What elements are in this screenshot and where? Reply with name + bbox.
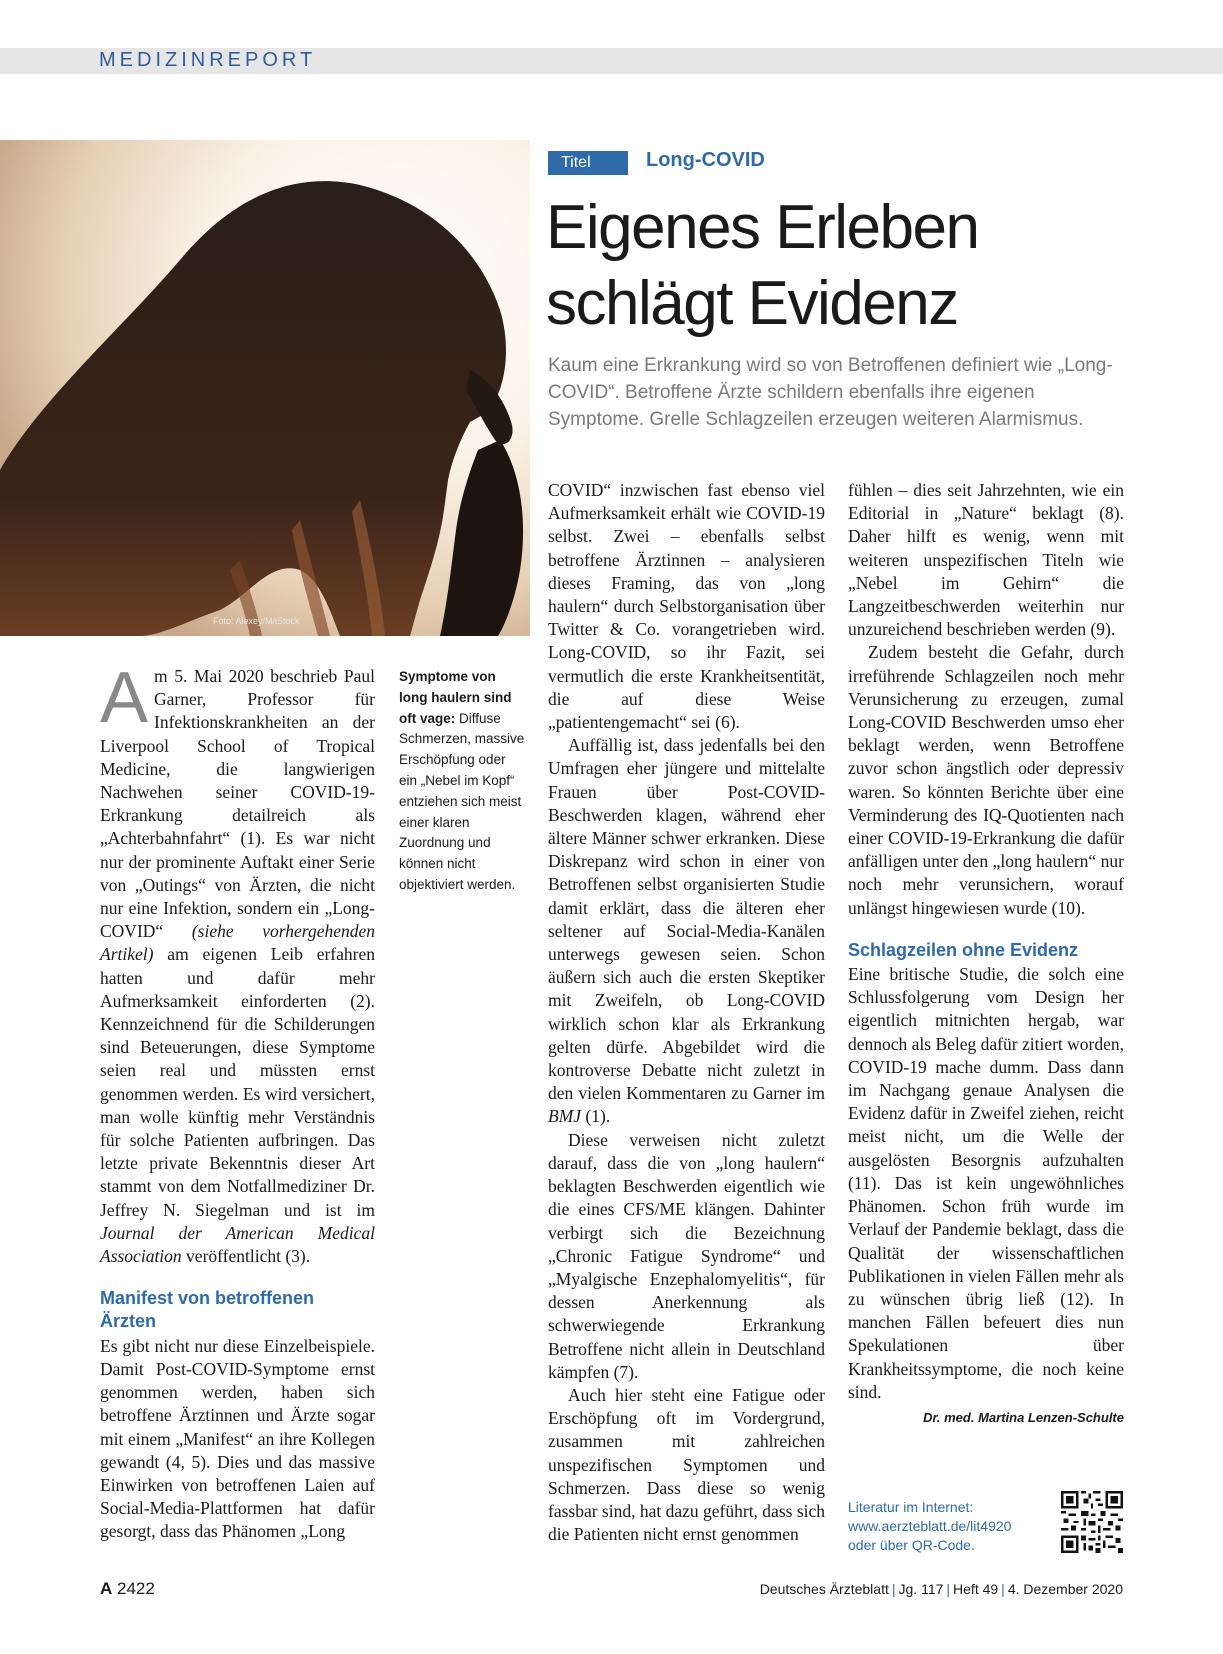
article-photo: [0, 140, 530, 636]
drop-cap: A: [100, 658, 149, 738]
headline-line-1: Eigenes Erleben: [546, 193, 979, 262]
photo-credit: Foto: Alexey/M/iStock: [213, 616, 300, 626]
literature-link[interactable]: www.aerzteblatt.de/lit4920: [848, 1518, 1012, 1534]
literature-note: Literatur im Internet: www.aerzteblatt.de/lit4920 oder über QR-Code.: [848, 1499, 1012, 1553]
footer-separator: |: [946, 1581, 951, 1597]
author-byline: Dr. med. Martina Lenzen-Schulte: [923, 1409, 1124, 1425]
body-paragraph: COVID“ inzwischen fast ebenso viel Aufmerksamkeit erhält wie COVID-19 selbst. Zwei – ebenfalls selbst betroffene Ärztinnen – analysieren dieses Framing, das von „long haulern“ durch Selbstorganisation über Twitter & Co. vorangetrieben wird. Long-COVID, so ihr Fazit, sei vermutlich die erste Krankheitsentität, die auf diese Weise „patientengemacht“ sei (6).: [548, 480, 825, 733]
body-paragraph: Auffällig ist, dass jedenfalls bei den Umfragen eher jüngere und mittelalte Frauen über Post-COVID-Beschwerden klagen, während eher ältere Männer schwer erkranken. Diese Diskrepanz wird schon in einer von Betroffenen selbst organisierten Studie damit erklärt, dass die älteren eher seltener auf Social-Media-Kanälen unterwegs gewesen seien. Schon äußern sich auch die ersten Skeptiker mit Zweifeln, ob Long-COVID wirklich schon klar als Erkrankung gelten dürfe. Abgebildet wird die kontroverse Debatte nicht zuletzt in den vielen Kommentaren zu Garner im BMJ (1).: [548, 735, 825, 1127]
headline-line-2: schlägt Evidenz: [546, 269, 958, 338]
subheading-manifest: Manifest von betroffenen Ärzten: [100, 1288, 315, 1332]
journal-footer: Deutsches Ärzteblatt | Jg. 117 | Heft 49 | 4. Dezember 2020: [759, 1581, 1123, 1597]
body-paragraph: fühlen – dies seit Jahrzehnten, wie ein Editorial in „Nature“ beklagt (8). Daher hilft es wenig, wenn mit weiteren unspezifischen Titeln wie „Nebel im Gehirn“ die Langzeitbeschwerden weiterhin nur unzureichend beschrieben werden (9).: [848, 480, 1124, 640]
body-paragraph: Eine britische Studie, die solch eine Schlussfolgerung vom Design her eigentlich mitnichten hergab, war dennoch als Beleg dafür zitiert worden, COVID-19 mache dumm. Dass dann im Nachgang genaue Analysen die Evidenz dafür in Zweifel ziehen, reicht meist nicht, um die Welle der ausgelösten Besorgnis aufzuhalten (11). Das ist kein ungewöhnliches Phänomen. Schon früh wurde im Verlauf der Pandemie beklagt, dass die Qualität der wissenschaftlichen Publikationen in vielen Fällen mehr als zu wünschen übrig ließ (12). In manchen Fällen befeuert dies nun Spekulationen über Krankheitssymptome, die noch keine sind.: [848, 964, 1125, 1402]
footer-separator: |: [891, 1581, 896, 1597]
body-paragraph: Auch hier steht eine Fatigue oder Erschöpfung oft im Vordergrund, zusammen mit zahlreichen unspezifischen Symptomen und Schmerzen. Dass diese so wenig fassbar sind, hat dazu geführt, dass sich die Patienten nicht ernst genommen: [548, 1384, 826, 1545]
body-paragraph: Es gibt nicht nur diese Einzelbeispiele. Damit Post-COVID-Symptome ernst genommen werden, haben sich betroffene Ärztinnen und Ärzte sogar mit einem „Manifest“ an ihre Kollegen gewandt (4, 5). Dies und das massive Einwirken von betroffenen Laien auf Social-Media-Plattformen hat dafür gesorgt, dass das Phänomen „Long: [100, 1335, 375, 1542]
sidebar-note: Symptome von long haulern sind oft vage: Diffuse Schmerzen, massive Erschöpfung oder ein „Nebel im Kopf“ entziehen sich meist einer klaren Zuordnung und können nicht objektiviert werden.: [399, 669, 525, 892]
section-label: MEDIZINREPORT: [99, 49, 317, 71]
intro-paragraph: Am 5. Mai 2020 beschrieb Paul Garner, Professor für Infektionskrankheiten an der Liverpool School of Tropical Medicine, die langwierigen Nachwehen seiner COVID-19-Erkrankung detailreich als „Achterbahnfahrt“ (1). Es war nicht nur der prominente Auftakt einer Serie von „Outings“ von Ärzten, die nicht nur eine Infektion, sondern ein „Long-COVID“ (siehe vorhergehenden Artikel) am eigenen Leib erfahren hatten und dafür mehr Aufmerksamkeit einforderten (2). Kennzeichnend für die Schilderungen sind Beteuerungen, diese Symptome seien real und müssten ernst genommen werden. Es wird versichert, man wolle künftig mehr Verständnis für solche Patienten aufbringen. Das letzte private Bekenntnis dieser Art stammt von dem Notfallmediziner Dr. Jeffrey N. Siegelman und ist im Journal der American Medical Association veröffentlicht (3).: [100, 658, 375, 1267]
body-paragraph: Diese verweisen nicht zuletzt darauf, dass die von „long haulern“ beklagten Beschwerden eigentlich wie die eines CFS/ME klängen. Dahinter verbirgt sich die Bezeichnung „Chronic Fatigue Syndrome“ und „Myalgische Enzephalomyelitis“, für dessen Anerkennung als schwerwiegende Erkrankung Betroffene nicht allein in Deutschland kämpfen (7).: [548, 1129, 825, 1382]
column-1: [100, 658, 375, 1544]
qr-code-icon[interactable]: [1061, 1491, 1123, 1553]
page-number: A 2422: [100, 1579, 155, 1598]
category-tag: Titel: [548, 151, 628, 175]
topic-label: Long-COVID: [646, 149, 765, 171]
footer-separator: |: [1001, 1581, 1005, 1597]
headline: [546, 190, 978, 342]
column-4: [848, 479, 1124, 1429]
column-3: [548, 479, 825, 1546]
lead-paragraph: Kaum eine Erkrankung wird so von Betroffenen definiert wie „Long-COVID“. Betroffene Ärzte schildern ebenfalls ihre eigenen Symptome. Grelle Schlagzeilen erzeugen weiteren Alarmismus.: [548, 355, 1113, 430]
body-paragraph: Zudem besteht die Gefahr, durch irreführende Schlagzeilen noch mehr Verunsicherung zu erzeugen, zumal Long-COVID Beschwerden umso eher beklagt werden, wenn Betroffene zuvor schon ängstlich oder depressiv waren. So könnten Berichte über eine Verminderung des IQ-Quotienten nach einer COVID-19-Erkrankung die dafür anfälligen unter den „long haulern“ nur noch mehr verunsichern, worauf unlängst hingewiesen wurde (10).: [848, 642, 1124, 918]
subheading-evidence: Schlagzeilen ohne Evidenz: [848, 939, 1079, 960]
